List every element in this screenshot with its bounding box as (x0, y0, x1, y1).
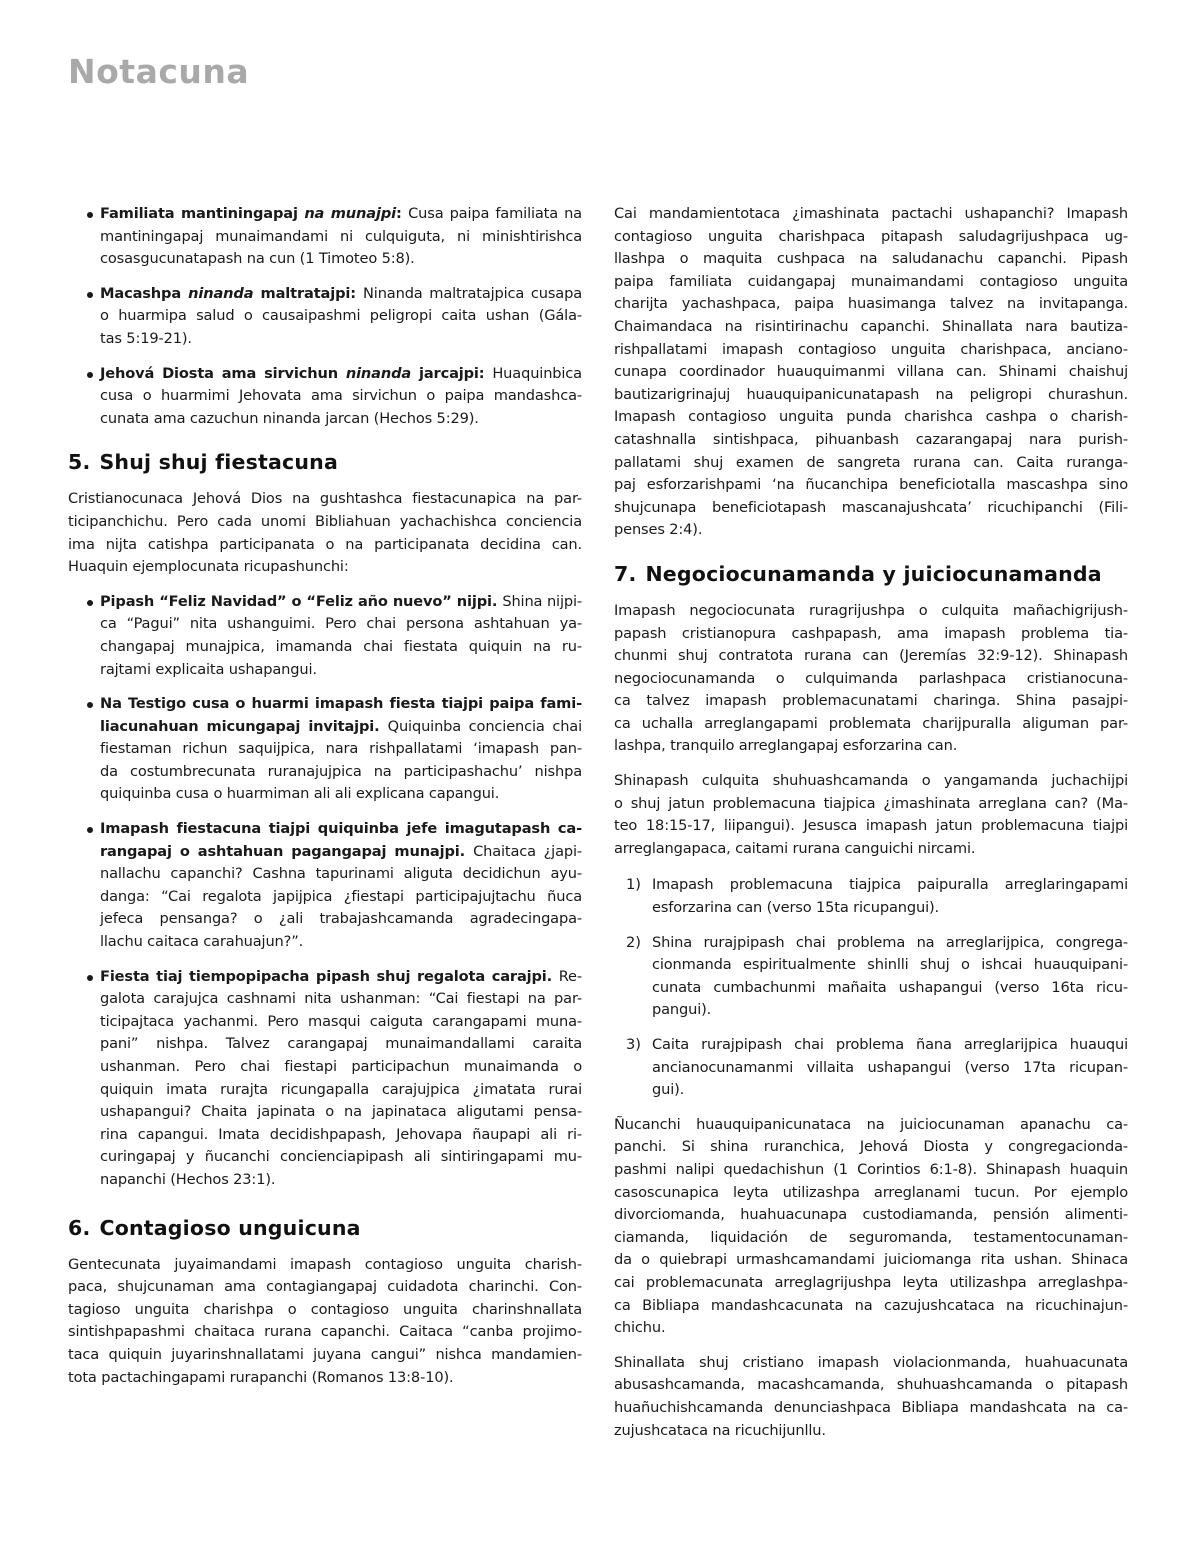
text-line (100, 1079, 582, 1102)
section-6-heading (68, 1214, 582, 1242)
text-line (100, 408, 582, 431)
bold-lead-text: jarcajpi: (411, 364, 493, 382)
text-line (100, 613, 582, 636)
text-line: arreglangapaca, caitami rurana canguichi nircami. (614, 839, 976, 857)
text-line: da o quiebrapi urmashcamandami juiciomanga rita ushan. Shinaca (614, 1251, 1128, 1269)
text-line: cai problemacunata arreglagrijushpa leyta utilizashpa arreglashpa- (614, 1273, 1128, 1291)
bullet-dot-icon (87, 212, 93, 218)
text-line: catashnalla sintishpaca, pihuanbash cazarangapaj nara purish- (614, 430, 1128, 448)
text-line (100, 1011, 582, 1034)
bold-lead-text: ninanda (188, 284, 254, 302)
body-text: quiquin imata rurajta ricungapalla carajujpica ¿imatata rurai (100, 1080, 582, 1098)
body-text: da costumbrecunata ruranajujpica na participashachu’ nishpa (100, 762, 582, 780)
body-text: Chaitaca ¿japi- (473, 842, 583, 860)
bold-lead-text: Na Testigo cusa o huarmi imapash fiesta tiajpi paipa fami- (100, 695, 582, 713)
body-text: ticipajtaca yachanmi. Pero masqui caiguta carangapami muna- (100, 1012, 582, 1030)
text-line: zujushcataca na ricuchijunllu. (614, 1421, 826, 1439)
body-text: o huarmipa salud o causaipashmi peligropi caita ushan (Gála- (100, 307, 582, 325)
section-title: Negociocunamanda y juiciocunamanda (645, 561, 1102, 586)
section-title: Shuj shuj fiestacuna (99, 450, 338, 475)
body-text: rajtami explicaita ushapangui. (100, 660, 317, 678)
text-line: ca talvez imapash problemacunatami charinga. Shina pasajpi- (614, 692, 1128, 710)
bold-lead-text: Macashpa (100, 284, 189, 302)
body-text: changapaj munajpica, imamanda chai fiestata quiquin na ru- (100, 637, 582, 655)
text-line (100, 1101, 582, 1124)
body-text: mantiningapaj munaimandami ni culquiguta, ni minishtirishca (100, 227, 582, 245)
bold-lead-text: Fiesta tiaj tiempopipacha pipash shuj regalota carajpi. (100, 967, 559, 985)
body-text: pani” nishpa. Talvez carangapaj munaimandallami caraita (100, 1035, 582, 1053)
text-line: rishpallatami imapash contagioso unguita charishpaca, anciano- (614, 340, 1128, 358)
text-line (100, 1033, 582, 1056)
text-line: cunata cumbachunmi mañaita ushapangui (verso 16ta ricu- (652, 978, 1128, 996)
body-text: cosasgucunatapash na cun (1 Timoteo 5:8). (100, 250, 415, 268)
text-line (100, 783, 582, 806)
text-line: negociocunamanda o culquimanda parlashpaca cristianocuna- (614, 669, 1128, 687)
text-line (100, 931, 582, 954)
item-number: 2) (626, 933, 641, 951)
bold-lead-text: Imapash fiestacuna tiajpi quiquinba jefe imagutapash ca- (100, 820, 582, 838)
text-line: Gentecunata juyaimandami imapash contagioso unguita charish- (68, 1255, 582, 1273)
text-line: ca uchalla arreglangapami problemata charijpuralla aliguman par- (614, 714, 1128, 732)
bullet-dot-icon (87, 372, 93, 378)
text-line: paipa familiata cuidangapaj munaimandami contagioso unguita (614, 272, 1128, 290)
bullet-dot-icon (87, 702, 93, 708)
right-column (614, 203, 1128, 1454)
body-text: cunata ama cazuchun ninanda jarcan (Hechos 5:29). (100, 409, 479, 427)
text-line: ima nijta catishpa participanata o na participanata decidina can. (68, 535, 582, 553)
bullet-item (68, 693, 582, 806)
text-line: penses 2:4). (614, 521, 703, 539)
text-line: Huaquin ejemplocunata ricupashunchi: (68, 558, 349, 576)
bullet-dot-icon (87, 600, 93, 606)
bullet-item (68, 203, 582, 271)
text-line: gui). (652, 1081, 685, 1099)
text-line (100, 966, 582, 989)
text-line: charijta yachashpaca, paipa huasimanga talvez na invitapanga. (614, 295, 1128, 313)
section-7-numbered-list (614, 874, 1128, 1101)
text-line: ancianocunamanmi villaita ushapangui (verso 17ta ricupan- (652, 1058, 1128, 1076)
body-text: Cusa paipa familiata na (408, 205, 582, 222)
text-line (100, 693, 582, 716)
section-5-heading (68, 448, 582, 476)
section-number: 7. (614, 561, 637, 586)
text-line: chichu. (614, 1319, 666, 1337)
section-title: Contagioso unguicuna (99, 1215, 361, 1240)
text-line (100, 818, 582, 841)
bullet-dot-icon (87, 827, 93, 833)
body-text: Huaquinbica (492, 364, 582, 382)
text-line: esforzarina can (verso 15ta ricupangui). (652, 899, 940, 917)
text-line: taca quiquin juyarinshnallatami juyana cangui” nishca mandamien- (68, 1345, 582, 1363)
section-7-paragraph-2 (614, 770, 1128, 860)
body-text: curingapaj y ñucanchi concienciapipash ali sintiringapami mu- (100, 1148, 582, 1166)
text-line: Ñucanchi huauquipanicunataca na juiciocunaman apanachu ca- (614, 1115, 1128, 1133)
text-line (100, 886, 582, 909)
text-line (100, 305, 582, 328)
text-line: cionmanda espiritualmente shinlli shuj o ishcai huauquipani- (652, 956, 1128, 974)
body-text: fiestaman richun saquijpica, nara rishpallatami ‘imapash pan- (100, 740, 582, 758)
text-line: Shinallata shuj cristiano imapash violacionmanda, huahuacunata (614, 1353, 1128, 1371)
text-line (100, 248, 582, 271)
text-line: ciamanda, liquidación de seguromanda, testamentocunaman- (614, 1228, 1128, 1246)
bold-lead-text: na munajpi (304, 205, 396, 222)
bullet-item (68, 966, 582, 1192)
body-text: rina capangui. Imata decidishpapash, Jehovapa ñaupapi ali ri- (100, 1125, 582, 1143)
bullet-item (68, 283, 582, 351)
text-line: o shuj jatun problemacuna tiajpica ¿imashinata arreglana can? (Ma- (614, 794, 1128, 812)
text-line (100, 1124, 582, 1147)
text-line: abusashcamanda, macashcamanda, shuhuashcamanda o pitapash (614, 1376, 1128, 1394)
body-text: ushanman. Pero chai fiestapi participachun munaimanda o (100, 1058, 582, 1075)
section-5-intro (68, 488, 582, 578)
text-line: divorciomanda, huahuacunapa custodiamanda, pensión alimenti- (614, 1206, 1128, 1224)
text-line: Cai mandamientotaca ¿imashinata pactachi ushapanchi? Imapash (614, 205, 1128, 222)
bullet-item (68, 363, 582, 431)
body-text: galota carajujca cashnami nita ushanman: “Cai fiestapi na par- (100, 990, 582, 1008)
text-line (100, 988, 582, 1011)
body-text: tas 5:19-21). (100, 329, 192, 347)
text-line (100, 841, 582, 864)
text-line: huañuchishcamanda denunciashpaca Bibliapa mandashcata na ca- (614, 1398, 1128, 1416)
text-line: shujcunapa beneficiotapash mascanajushcata’ ricuchipanchi (Fili- (614, 498, 1128, 516)
section-6-continued-paragraph (614, 203, 1128, 542)
text-line (100, 226, 582, 249)
text-line: panchi. Si shina ruranchica, Jehová Diosta y congregacionda- (614, 1138, 1128, 1156)
bullet-item (68, 591, 582, 681)
item-number: 1) (626, 876, 641, 894)
text-line (100, 761, 582, 784)
text-line: pashmi nalipi quedachishun (1 Corintios 6:1-8). Shinapash huaquin (614, 1160, 1128, 1178)
section-7-paragraph-3 (614, 1114, 1128, 1340)
bold-lead-text: ninanda (345, 364, 412, 382)
numbered-item (614, 874, 1128, 919)
text-line: Imapash contagioso unguita punda charishca cashpa o charish- (614, 408, 1128, 426)
text-line: pangui). (652, 1001, 712, 1019)
text-line (100, 738, 582, 761)
text-line (100, 1056, 582, 1079)
body-text: llachu caitaca carahuajun?”. (100, 933, 304, 951)
text-line (100, 363, 582, 386)
left-column (68, 203, 582, 1401)
numbered-item (614, 1034, 1128, 1102)
text-line: papash cristianopura cashpapash, ama imapash problema tia- (614, 624, 1128, 642)
section-7-paragraph-4 (614, 1352, 1128, 1442)
text-line (100, 716, 582, 739)
text-line: lashpa, tranquilo arreglangapaj esforzarina can. (614, 737, 958, 755)
body-text: Shina nijpi- (502, 592, 582, 610)
text-line (100, 591, 582, 614)
body-text: cusa o huarmimi Jehovata ama sirvichun o paipa mandashca- (100, 387, 582, 405)
text-line: Shinapash culquita shuhuashcamanda o yangamanda juchachijpi (614, 772, 1128, 790)
text-line: ca Bibliapa mandashcacunata na cazujushcataca na ricuchinajun- (614, 1296, 1128, 1314)
text-line: Cristianocunaca Jehová Dios na gushtashca fiestacunapica na par- (68, 490, 582, 508)
text-line: Chaimandaca na risintirinachu capanchi. Shinallata nara bautiza- (614, 317, 1128, 335)
bold-lead-text: Jehová Diosta ama sirvichun (100, 364, 346, 382)
text-line: contagioso unguita charishpaca pitapash saludagrijushpaca ug- (614, 227, 1128, 245)
section-7-paragraph-1 (614, 600, 1128, 758)
text-line: ticipanchichu. Pero cada unomi Bibliahuan yachachishca conciencia (68, 512, 582, 530)
bullet-item (68, 818, 582, 954)
text-line: chunmi shuj contratota rurana can (Jeremías 32:9-12). Shinapash (614, 647, 1128, 665)
text-line: paj esforzarishpami ‘na ñucanchipa beneficiotalla mascashpa sino (614, 476, 1128, 494)
bullet-dot-icon (87, 292, 93, 298)
section-number: 5. (68, 450, 91, 475)
section-number: 6. (68, 1215, 91, 1240)
page-header: Notacuna (68, 52, 250, 91)
text-line (100, 659, 582, 682)
bold-lead-text: Pipash “Feliz Navidad” o “Feliz año nuevo” nijpi. (100, 592, 503, 610)
text-line: teo 18:15-17, liipangui). Jesusca imapash jatun problemacuna tiajpi (614, 817, 1128, 835)
text-line (100, 1169, 582, 1192)
body-text: napanchi (Hechos 23:1). (100, 1170, 276, 1188)
text-line: Imapash problemacuna tiajpica paipuralla arreglaringapami (652, 876, 1128, 894)
bold-lead-text: : (395, 205, 409, 222)
text-line: tota pactachingapami rurapanchi (Romanos 13:8-10). (68, 1368, 454, 1386)
body-text: ca “Pagui” nita ushanguimi. Pero chai persona ashtahuan ya- (100, 615, 582, 633)
text-line: bautizarigrinajuj huauquipanicunatapash na peligropi churashun. (614, 385, 1128, 403)
section-7-heading (614, 560, 1128, 588)
body-text: Ninanda maltratajpica cusapa (363, 284, 582, 302)
text-line: Caita rurajpipash chai problema ñana arreglarijpica huauqui (652, 1036, 1128, 1053)
bold-lead-text: maltratajpi: (253, 284, 364, 302)
section-6-paragraph (68, 1254, 582, 1390)
numbered-item (614, 932, 1128, 1022)
body-text: jefeca pensanga? o ¿ali trabajashcamanda agradecingapa- (100, 910, 582, 928)
body-text: Quiquinba conciencia chai (387, 717, 582, 735)
text-line (100, 328, 582, 351)
text-line: paca, shujcunaman ama contagiangapaj cuidadota charinchi. Con- (68, 1278, 582, 1296)
text-line: casoscunapica leyta utilizashpa arreglanami tucun. Por ejemplo (614, 1183, 1128, 1201)
text-line (100, 908, 582, 931)
text-line (100, 863, 582, 886)
text-line: pallatami shuj examen de sangreta rurana can. Caita ruranga- (614, 453, 1128, 471)
text-line: llashpa o maquita cushpaca na saludanachu capanchi. Pipash (614, 250, 1128, 268)
bold-lead-text: rangapaj o ashtahuan pagangapaj munajpi. (100, 842, 474, 860)
body-text: danga: “Cai regalota japijpica ¿fiestapi participajujtachu ñuca (100, 887, 582, 905)
text-line (100, 283, 582, 306)
text-line (100, 1146, 582, 1169)
body-text: ushapangui? Chaita japinata o na japinataca aligutami pensa- (100, 1103, 582, 1121)
text-line: Shina rurajpipash chai problema na arreglarijpica, congrega- (652, 933, 1128, 951)
text-line (100, 203, 582, 226)
text-line: sintishpapashmi chaitaca rurana capanchi. Caitaca “canba projimo- (68, 1323, 582, 1341)
bold-lead-text: liacunahuan micungapaj invitajpi. (100, 717, 388, 735)
body-text: nallachu capanchi? Cashna tapurinami aliguta decidichun ayu- (100, 865, 582, 883)
text-line: tagioso unguita charishpa o contagioso unguita charinshnallata (68, 1300, 582, 1318)
section-5-bullet-list (68, 591, 582, 1192)
text-line: Imapash negociocunata ruragrijushpa o culquita mañachigrijush- (614, 601, 1128, 619)
body-text: quiquinba cusa o huarmiman ali ali explicana capangui. (100, 785, 500, 803)
item-number: 3) (626, 1036, 641, 1053)
body-text: Re- (558, 967, 582, 985)
text-line (100, 385, 582, 408)
bullet-dot-icon (87, 975, 93, 981)
text-line: cunapa coordinador huauquimanmi villana can. Shinami chaishuj (614, 363, 1128, 381)
bullet-list-top (68, 203, 582, 430)
text-line (100, 636, 582, 659)
bold-lead-text: Familiata mantiningapaj (100, 205, 305, 222)
